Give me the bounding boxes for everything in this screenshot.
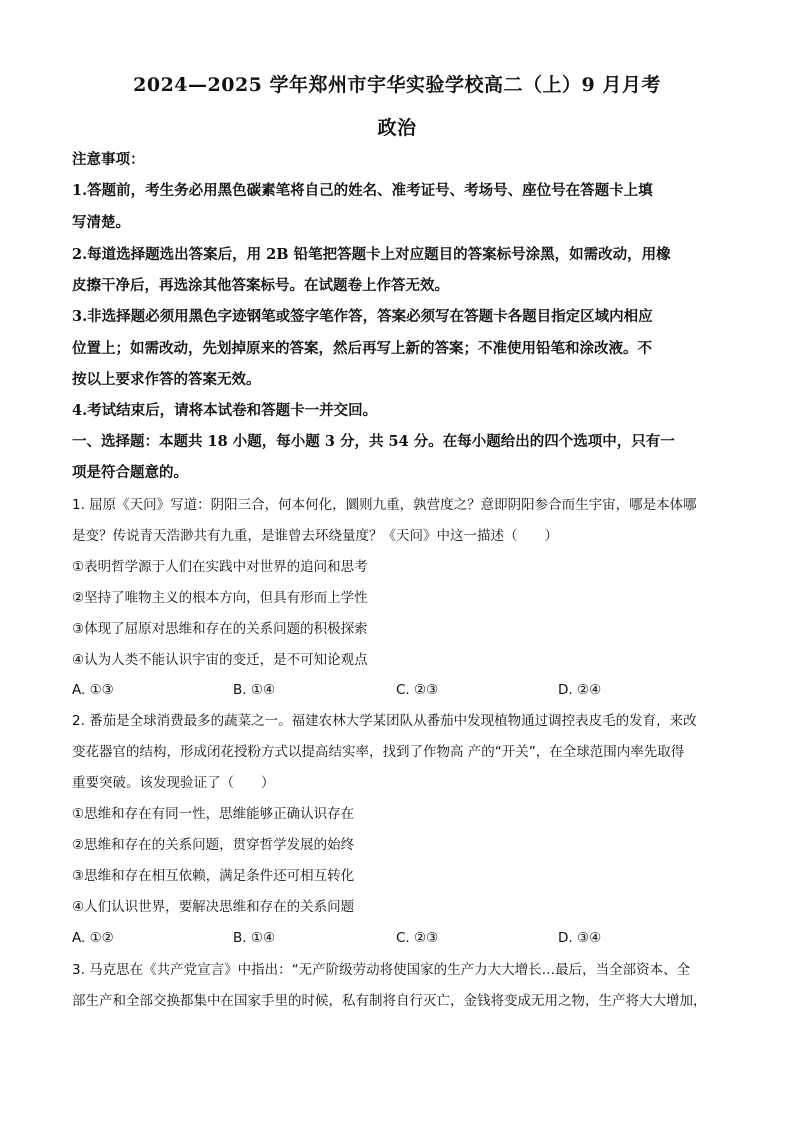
option-a: A. ①③: [72, 682, 114, 698]
notice-line: 写清楚。: [72, 214, 130, 231]
notice-line: 4.考试结束后，请将本试卷和答题卡一并交回。: [72, 402, 378, 419]
question-1-item: ①表明哲学源于人们在实践中对世界的追问和思考: [72, 559, 368, 575]
question-3-stem: 部生产和全部交换都集中在国家手里的时候，私有制将自行灭亡，金钱将变成无用之物，生产将大大增加，: [72, 993, 707, 1009]
notice-line: 皮擦干净后，再选涂其他答案标号。在试题卷上作答无效。: [72, 277, 449, 294]
question-2-stem: 重要突破。该发现验证了（ ）: [72, 775, 275, 791]
question-3-stem: 3. 马克思在《共产党宣言》中指出：“无产阶级劳动将使国家的生产力大大增长…最后，当全部资本、全: [72, 962, 691, 978]
option-d: D. ③④: [558, 930, 602, 946]
exam-subject: 政治: [377, 117, 417, 139]
notice-line: 2.每道选择题选出答案后，用 2B 铅笔把答题卡上对应题目的答案标号涂黑，如需改动，用橡: [72, 246, 671, 263]
question-1-stem: 1. 屈原《天问》写道：阴阳三合，何本何化，圜则九重，孰营度之？意即阴阳参合而生宇宙，哪是本体哪: [72, 497, 697, 513]
question-2-stem: 2. 番茄是全球消费最多的蔬菜之一。福建农林大学某团队从番茄中发现植物通过调控表皮毛的发育，来改: [72, 713, 697, 729]
option-c: C. ②③: [396, 682, 439, 698]
question-2-options: [72, 928, 728, 948]
notice-line: 1.答题前，考生务必用黑色碳素笔将自己的姓名、准考证号、考场号、座位号在答题卡上填: [72, 182, 653, 199]
question-1-item: ③体现了屈原对思维和存在的关系问题的积极探索: [72, 621, 368, 637]
question-1-item: ④认为人类不能认识宇宙的变迁，是不可知论观点: [72, 652, 368, 668]
option-b: B. ①④: [233, 682, 276, 698]
exam-title: 2024—2025 学年郑州市宇华实验学校高二（上）9 月月考: [133, 74, 661, 96]
option-b: B. ①④: [233, 930, 276, 946]
notice-heading: 注意事项：: [72, 151, 145, 168]
section-heading: 项是符合题意的。: [72, 464, 188, 481]
question-2-item: ②思维和存在的关系问题，贯穿哲学发展的始终: [72, 837, 355, 853]
section-heading: 一、选择题：本题共 18 小题，每小题 3 分，共 54 分。在每小题给出的四个选项中，只有一: [72, 433, 675, 450]
question-1-options: [72, 680, 728, 700]
option-a: A. ①②: [72, 930, 114, 946]
option-c: C. ②③: [396, 930, 439, 946]
option-d: D. ②④: [558, 682, 602, 698]
question-2-item: ①思维和存在有同一性，思维能够正确认识存在: [72, 806, 355, 822]
question-1-item: ②坚持了唯物主义的根本方向，但具有形而上学性: [72, 590, 368, 606]
notice-line: 位置上；如需改动，先划掉原来的答案，然后再写上新的答案；不准使用铅笔和涂改液。不: [72, 340, 652, 357]
question-1-stem: 是变？传说青天浩渺共有九重，是谁曾去环绕量度？《天问》中这一描述（ ）: [72, 528, 558, 544]
question-2-stem: 变花器官的结构，形成闭花授粉方式以提高结实率，找到了作物高 产的“开关”，在全球范围内率先取得: [72, 744, 685, 760]
notice-line: 3.非选择题必须用黑色字迹钢笔或签字笔作答，答案必须写在答题卡各题目指定区域内相应: [72, 308, 653, 325]
notice-line: 按以上要求作答的答案无效。: [72, 371, 261, 388]
question-2-item: ③思维和存在相互依赖，满足条件还可相互转化: [72, 868, 355, 884]
question-2-item: ④人们认识世界，要解决思维和存在的关系问题: [72, 899, 355, 915]
